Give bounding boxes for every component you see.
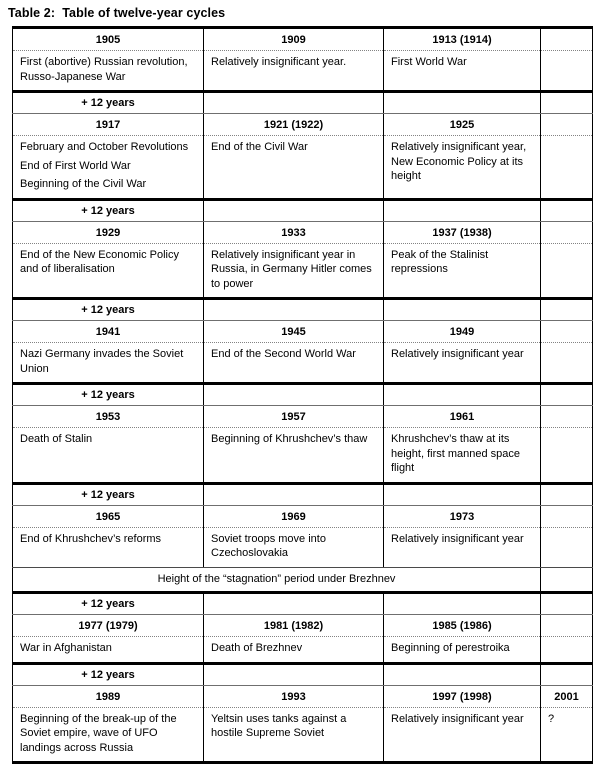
twelve-year-cycles-table — [12, 26, 593, 764]
event-text: Beginning of Khrushchev’s thaw — [211, 433, 368, 446]
spacer-empty-cell — [204, 663, 384, 685]
event-text: Relatively insignificant year, New Economic Policy at its height — [391, 141, 527, 183]
event-text: First (abortive) Russian revolution, Russo-Japanese War — [20, 56, 188, 83]
event-cell — [541, 707, 593, 763]
year-cell: 1949 — [384, 321, 541, 343]
spacer-empty-cell — [384, 593, 541, 615]
year-row — [13, 321, 593, 343]
event-row — [13, 707, 593, 763]
event-text: Relatively insignificant year. — [211, 56, 347, 68]
event-cell — [204, 637, 384, 664]
spacer-empty-cell — [204, 299, 384, 321]
year-cell — [541, 406, 593, 428]
spacer-row — [13, 483, 593, 505]
table-body — [13, 28, 593, 763]
spacer-cell: + 12 years — [13, 299, 204, 321]
year-cell: 1937 (1938) — [384, 221, 541, 243]
event-cell — [13, 527, 204, 567]
spacer-row — [13, 299, 593, 321]
year-cell: 1965 — [13, 505, 204, 527]
event-text: Relatively insignificant year in Russia, in Germany Hitler comes to power — [211, 248, 372, 290]
event-text: Relatively insignificant year — [391, 532, 524, 545]
event-text: Yeltsin uses tanks against a hostile Supreme Soviet — [211, 712, 347, 740]
spacer-row — [13, 593, 593, 615]
year-cell: 1925 — [384, 114, 541, 136]
year-cell: 1957 — [204, 406, 384, 428]
year-cell: 1985 (1986) — [384, 615, 541, 637]
year-cell — [541, 28, 593, 51]
spacer-empty-cell — [384, 199, 541, 221]
spacer-empty-cell — [204, 483, 384, 505]
spacer-empty-cell — [204, 384, 384, 406]
event-cell — [13, 707, 204, 763]
spacer-empty-cell — [541, 384, 593, 406]
spacer-empty-cell — [204, 593, 384, 615]
event-cell — [13, 136, 204, 200]
event-row — [13, 243, 593, 299]
event-cell — [204, 243, 384, 299]
spacer-empty-cell — [204, 92, 384, 114]
year-row — [13, 615, 593, 637]
note-empty-cell — [541, 567, 593, 592]
spacer-row — [13, 92, 593, 114]
event-cell — [13, 51, 204, 92]
year-row — [13, 685, 593, 707]
spacer-empty-cell — [541, 593, 593, 615]
spacer-cell: + 12 years — [13, 663, 204, 685]
spacer-row — [13, 663, 593, 685]
event-cell — [13, 637, 204, 664]
spacer-empty-cell — [384, 663, 541, 685]
event-text: Peak of the Stalinist repressions — [391, 248, 489, 276]
year-cell: 1933 — [204, 221, 384, 243]
year-row — [13, 406, 593, 428]
year-cell — [541, 114, 593, 136]
event-cell — [384, 707, 541, 763]
event-cell — [204, 707, 384, 763]
event-cell — [13, 343, 204, 384]
year-row — [13, 221, 593, 243]
table-title: Table 2: Table of twelve-year cycles — [8, 6, 226, 20]
year-row — [13, 28, 593, 51]
event-text: End of the New Economic Policy and of liberalisation — [20, 248, 179, 276]
event-row — [13, 343, 593, 384]
event-row — [13, 527, 593, 567]
event-text: Relatively insignificant year — [391, 348, 524, 361]
event-cell — [384, 136, 541, 200]
event-text: End of Khrushchev’s reforms — [20, 532, 162, 545]
year-cell: 1909 — [204, 28, 384, 51]
event-text: Nazi Germany invades the Soviet Union — [20, 348, 184, 375]
event-text: February and October Revolutions — [20, 141, 189, 154]
spacer-empty-cell — [541, 299, 593, 321]
spacer-cell: + 12 years — [13, 199, 204, 221]
note-row — [13, 567, 593, 592]
spacer-empty-cell — [541, 92, 593, 114]
event-cell — [541, 243, 593, 299]
event-cell — [541, 136, 593, 200]
event-text: Khrushchev’s thaw at its height, first manned space flight — [391, 433, 521, 475]
year-cell: 1989 — [13, 685, 204, 707]
year-cell: 1977 (1979) — [13, 615, 204, 637]
year-cell: 1905 — [13, 28, 204, 51]
event-text: War in Afghanistan — [20, 642, 112, 655]
event-cell — [204, 51, 384, 92]
event-text: Beginning of perestroika — [391, 642, 510, 655]
spacer-cell: + 12 years — [13, 92, 204, 114]
event-text: Relatively insignificant year — [391, 712, 524, 725]
event-text: Beginning of the Civil War — [20, 178, 147, 191]
event-cell — [384, 51, 541, 92]
spacer-empty-cell — [541, 483, 593, 505]
year-cell — [541, 321, 593, 343]
year-cell: 1993 — [204, 685, 384, 707]
spacer-cell: + 12 years — [13, 593, 204, 615]
spacer-row — [13, 199, 593, 221]
year-cell — [541, 221, 593, 243]
event-cell — [384, 527, 541, 567]
year-cell: 1945 — [204, 321, 384, 343]
year-cell: 1929 — [13, 221, 204, 243]
year-cell — [541, 615, 593, 637]
year-cell: 1961 — [384, 406, 541, 428]
year-cell: 1921 (1922) — [204, 114, 384, 136]
spacer-empty-cell — [541, 663, 593, 685]
spacer-empty-cell — [384, 92, 541, 114]
event-cell — [204, 136, 384, 200]
year-row — [13, 114, 593, 136]
event-text: ? — [548, 712, 555, 725]
event-text: End of the Civil War — [211, 141, 308, 154]
year-cell: 1997 (1998) — [384, 685, 541, 707]
event-text: End of the Second World War — [211, 348, 356, 361]
event-cell — [541, 428, 593, 484]
event-text: Death of Stalin — [20, 433, 93, 446]
spacer-empty-cell — [384, 483, 541, 505]
event-row — [13, 637, 593, 664]
event-cell — [384, 637, 541, 664]
year-cell: 1973 — [384, 505, 541, 527]
event-row — [13, 428, 593, 484]
event-text: Death of Brezhnev — [211, 642, 303, 655]
event-cell — [541, 527, 593, 567]
year-row — [13, 505, 593, 527]
event-cell — [541, 51, 593, 92]
year-cell: 1913 (1914) — [384, 28, 541, 51]
spacer-row — [13, 384, 593, 406]
year-cell: 1953 — [13, 406, 204, 428]
note-cell: Height of the “stagnation” period under Brezhnev — [13, 567, 541, 592]
year-cell: 1941 — [13, 321, 204, 343]
spacer-empty-cell — [204, 199, 384, 221]
spacer-empty-cell — [541, 199, 593, 221]
event-cell — [204, 428, 384, 484]
spacer-empty-cell — [384, 384, 541, 406]
event-cell — [541, 637, 593, 664]
event-cell — [204, 343, 384, 384]
spacer-empty-cell — [384, 299, 541, 321]
event-cell — [13, 243, 204, 299]
year-cell — [541, 505, 593, 527]
year-cell: 2001 — [541, 685, 593, 707]
event-cell — [204, 527, 384, 567]
event-text: Beginning of the break-up of the Soviet empire, wave of UFO landings across Russia — [20, 712, 177, 754]
event-cell — [384, 243, 541, 299]
year-cell: 1981 (1982) — [204, 615, 384, 637]
event-cell — [384, 343, 541, 384]
event-cell — [13, 428, 204, 484]
event-row — [13, 51, 593, 92]
year-cell: 1969 — [204, 505, 384, 527]
spacer-cell: + 12 years — [13, 483, 204, 505]
event-text: First World War — [391, 56, 467, 68]
event-cell — [541, 343, 593, 384]
event-text: End of First World War — [20, 159, 131, 172]
event-row — [13, 136, 593, 200]
event-text: Soviet troops move into Czechoslovakia — [211, 532, 326, 560]
event-cell — [384, 428, 541, 484]
year-cell: 1917 — [13, 114, 204, 136]
spacer-cell: + 12 years — [13, 384, 204, 406]
